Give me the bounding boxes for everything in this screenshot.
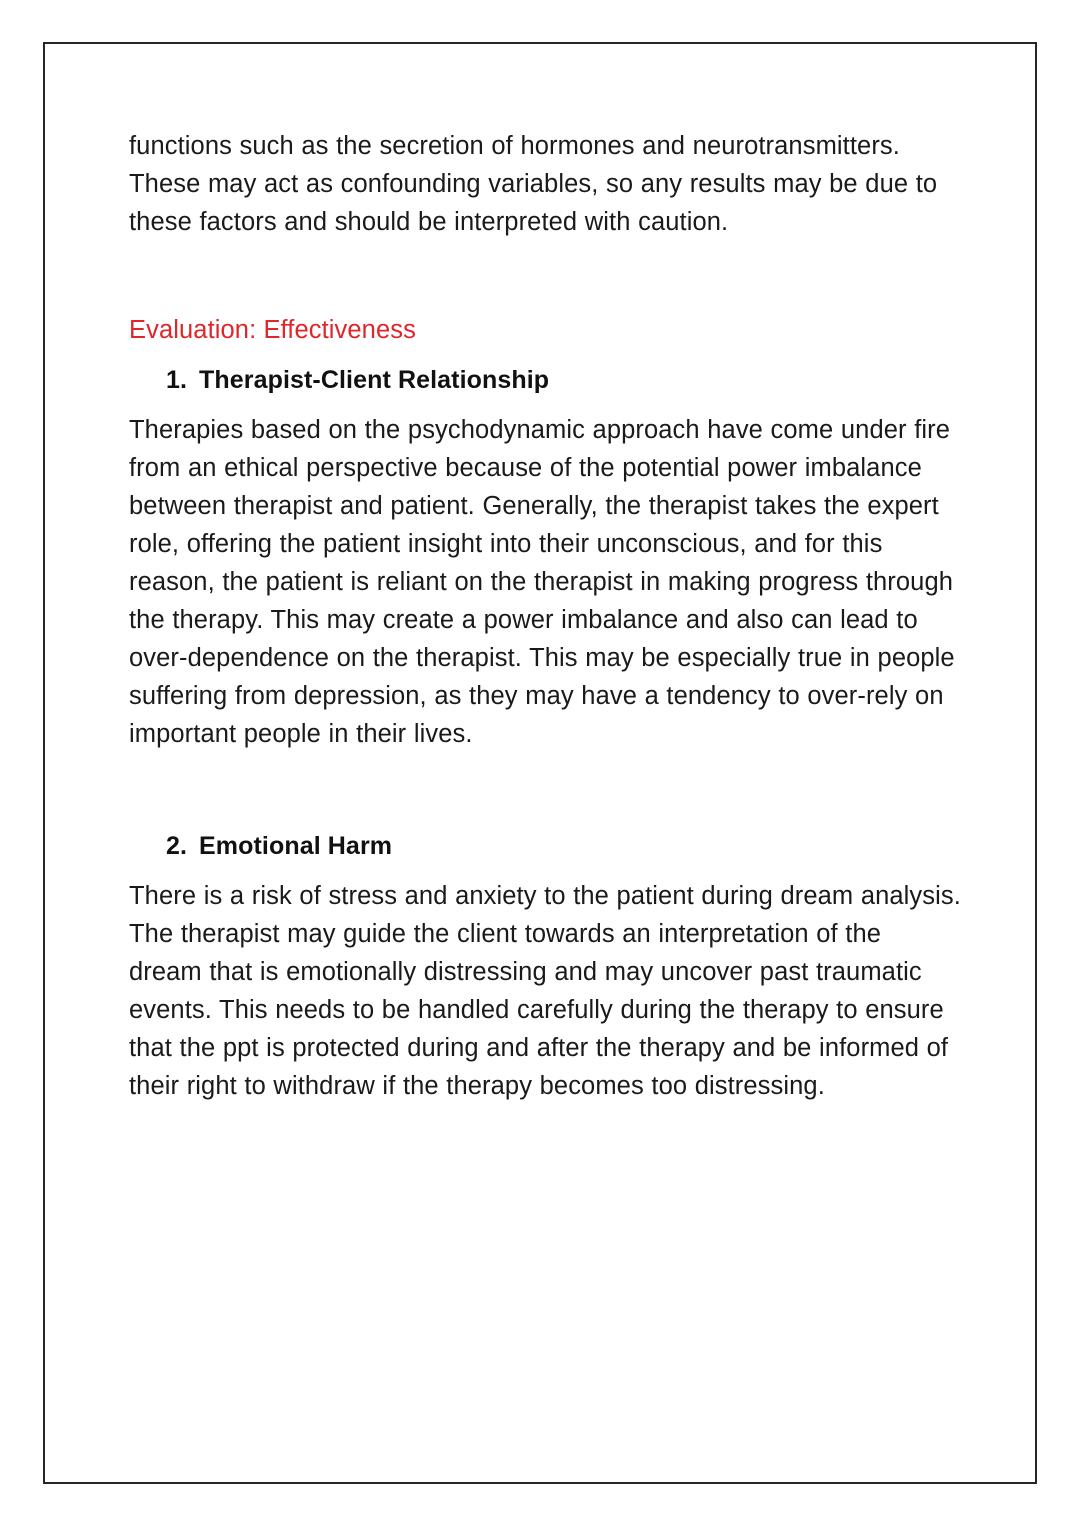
- list-item-heading-1: [129, 363, 961, 397]
- spacer: [129, 863, 961, 877]
- spacer: [129, 753, 961, 829]
- list-item-heading-2: [129, 829, 961, 863]
- page-content: [129, 127, 961, 1105]
- list-item-label: Emotional Harm: [199, 832, 393, 860]
- list-item-number: 1.: [166, 366, 188, 394]
- document-page: [43, 42, 1037, 1484]
- spacer: [129, 397, 961, 411]
- intro-paragraph: functions such as the secretion of hormones and neurotransmitters. These may act as confounding variables, so any results may be due to these factors and should be interpreted with caution.: [129, 132, 938, 236]
- list-item-number: 2.: [166, 832, 188, 860]
- spacer: [129, 347, 961, 363]
- body-paragraph-2: There is a risk of stress and anxiety to the patient during dream analysis. The therapist may guide the client towards an interpretation of the dream that is emotionally distressing and may uncover past traumatic events. This needs to be handled carefully during the therapy to ensure that the ppt is protected during and after the therapy and be informed of their right to withdraw if the therapy becomes too distressing.: [129, 882, 961, 1100]
- body-paragraph-1: Therapies based on the psychodynamic approach have come under fire from an ethical perspective because of the potential power imbalance between therapist and patient. Generally, the therapist takes the expert role, offering the patient insight into their unconscious, and for this reason, the patient is reliant on the therapist in making progress through the therapy. This may create a power imbalance and also can lead to over-dependence on the therapist. This may be especially true in people suffering from depression, as they may have a tendency to over-rely on important people in their lives.: [129, 416, 955, 748]
- list-item-label: Therapist-Client Relationship: [199, 366, 550, 394]
- section-heading-evaluation-effectiveness: Evaluation: Effectiveness: [129, 316, 416, 344]
- spacer: [129, 241, 961, 313]
